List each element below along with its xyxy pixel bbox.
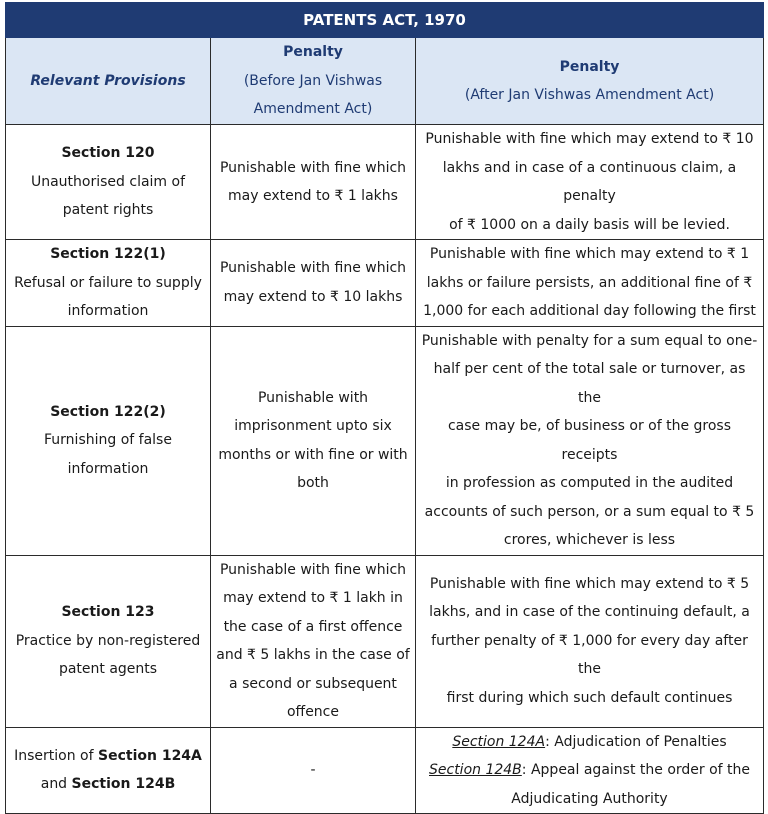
section-desc: Refusal or failure to supply: [14, 274, 202, 291]
table-row: [6, 240, 764, 327]
before-cell: [211, 240, 416, 327]
before-text: a second or subsequent: [229, 675, 397, 692]
after-text: in profession as computed in the audited: [445, 475, 734, 491]
provision-cell: [6, 555, 211, 727]
after-text: Punishable with penalty for a sum equal to one-: [421, 332, 758, 349]
section-label: Section 123: [61, 604, 155, 621]
after-text: lakhs or failure persists, an additional fine of ₹: [426, 274, 753, 291]
header-provisions: Relevant Provisions: [6, 38, 211, 125]
before-cell: -: [211, 727, 416, 814]
header-before: [211, 38, 416, 125]
insertion-prefix: and: [40, 776, 72, 793]
after-text: lakhs, and in case of the continuing default, a: [429, 604, 750, 621]
table-title: PATENTS ACT, 1970: [6, 3, 764, 38]
after-cell: [416, 555, 764, 727]
after-cell: [416, 240, 764, 327]
section-label: Section 122(2): [50, 403, 166, 420]
section-desc: Practice by non-registered: [15, 632, 201, 649]
after-text: case may be, of business or of the gross receipts: [447, 418, 732, 463]
header-after-line: Penalty: [559, 58, 620, 75]
header-after: [416, 38, 764, 125]
before-text: Punishable with fine which: [219, 561, 407, 578]
section-124b-line: [421, 756, 758, 785]
after-text: Punishable with fine which may extend to ₹ 1: [429, 246, 750, 262]
section-desc: Furnishing of false: [44, 432, 172, 449]
section-124a-text: : Adjudication of Penalties: [545, 733, 727, 750]
penalty-table: [5, 2, 764, 814]
before-text: may extend to ₹ 1 lakhs: [228, 188, 398, 204]
before-cell: [211, 326, 416, 555]
provision-cell: [6, 240, 211, 327]
table-row: [6, 326, 764, 555]
before-text: Punishable with fine which: [219, 260, 407, 277]
after-cell: [416, 125, 764, 240]
section-desc: information: [67, 303, 149, 319]
header-before-line: (Before Jan Vishwas: [243, 72, 383, 89]
section-124b-text: : Appeal against the order of the: [521, 762, 751, 778]
title-row: [6, 3, 764, 38]
before-text: both: [297, 475, 329, 491]
section-desc: patent agents: [58, 661, 158, 678]
table-row: [6, 555, 764, 727]
table-row: [6, 727, 764, 814]
after-text: lakhs and in case of a continuous claim, a penalty: [442, 159, 737, 204]
before-text: imprisonment upto six: [234, 418, 392, 434]
after-text: accounts of such person, or a sum equal to ₹ 5: [424, 503, 755, 520]
provision-cell: [6, 326, 211, 555]
before-text: may extend to ₹ 1 lakh in: [223, 590, 403, 606]
before-cell: [211, 555, 416, 727]
after-text: further penalty of ₹ 1,000 for every day after the: [431, 632, 748, 678]
section-label: Section 122(1): [50, 246, 166, 262]
section-124b-link[interactable]: Section 124B: [429, 762, 522, 778]
section-desc: information: [67, 460, 149, 477]
after-text: crores, whichever is less: [503, 532, 676, 548]
after-text: Punishable with fine which may extend to ₹ 5: [429, 575, 750, 592]
header-before-line: Amendment Act): [253, 101, 373, 118]
section-124a-line: [421, 728, 758, 757]
section-124a-link[interactable]: Section 124A: [452, 733, 546, 750]
section-desc: Unauthorised claim of: [30, 173, 186, 190]
insertion-prefix: Insertion of: [14, 747, 98, 764]
header-after-line: (After Jan Vishwas Amendment Act): [464, 87, 715, 103]
after-text: of ₹ 1000 on a daily basis will be levied.: [449, 216, 730, 233]
section-124b-label: Section 124B: [71, 776, 176, 793]
penalty-table-wrapper: [5, 2, 763, 814]
insertion-line-2: [11, 770, 205, 799]
section-124b-text-cont: Adjudicating Authority: [511, 790, 668, 807]
section-label: Section 120: [61, 145, 155, 162]
after-text: 1,000 for each additional day following the first: [423, 303, 756, 319]
provision-cell: [6, 727, 211, 814]
header-before-line: Penalty: [283, 44, 343, 61]
after-text: Punishable with fine which may extend to ₹ 10: [425, 131, 754, 147]
before-text: months or with fine or with: [218, 446, 408, 463]
after-text: first during which such default continues: [446, 689, 733, 706]
before-text: the case of a first offence: [223, 618, 403, 635]
header-row: [6, 38, 764, 125]
section-124a-label: Section 124A: [98, 747, 202, 764]
table-row: [6, 125, 764, 240]
before-text: offence: [286, 704, 339, 720]
after-text: half per cent of the total sale or turnover, as the: [433, 361, 746, 406]
after-cell: [416, 326, 764, 555]
provision-cell: [6, 125, 211, 240]
before-text: Punishable with: [257, 389, 369, 406]
before-text: Punishable with fine which: [219, 159, 407, 176]
insertion-line-1: [11, 742, 205, 771]
after-cell: [416, 727, 764, 814]
before-text: may extend to ₹ 10 lakhs: [223, 288, 403, 305]
section-desc: patent rights: [62, 202, 154, 219]
before-cell: [211, 125, 416, 240]
before-text: and ₹ 5 lakhs in the case of: [216, 647, 410, 663]
